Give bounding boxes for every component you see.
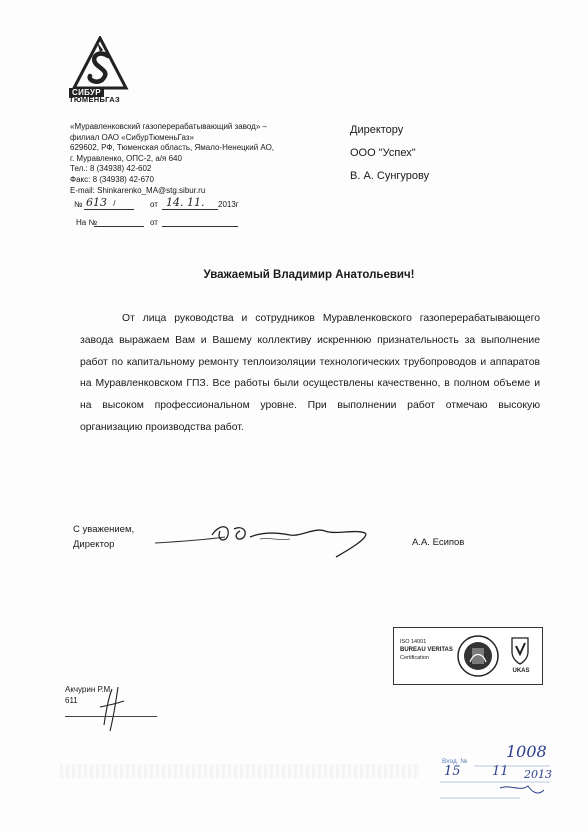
certification-label: Certification <box>400 655 430 661</box>
greeting: Уважаемый Владимир Анатольевич! <box>203 269 415 281</box>
sibur-logo-icon <box>70 36 130 92</box>
stamp-number: 1008 <box>506 742 547 761</box>
number-field: 613 / <box>84 196 134 210</box>
scan-smudge <box>60 764 420 778</box>
logo-text <box>69 90 120 108</box>
sender-line: «Муравленковский газоперерабатывающий завод» – <box>70 122 267 131</box>
bureau-veritas-label: BUREAU VERITAS <box>400 647 453 653</box>
closing-block <box>73 522 134 552</box>
reply-date-field <box>162 216 238 227</box>
cert-text <box>400 638 453 662</box>
logo-line-2: ТЮМЕНЬГАЗ <box>69 95 120 104</box>
signer-name: А.А. Есипов <box>412 537 465 548</box>
recipient-company: ООО "Успех" <box>350 147 416 159</box>
reply-number-field <box>94 216 144 227</box>
bureau-veritas-seal-icon <box>456 632 500 680</box>
sender-line: филиал ОАО «СибурТюменьГаз» <box>70 132 194 142</box>
number-label: № <box>74 200 83 209</box>
year-suffix: 2013г <box>218 200 239 209</box>
sender-line: E-mail: Shinkarenko_MA@stg.sibur.ru <box>70 185 206 195</box>
letter-body <box>80 308 540 439</box>
sender-line: 629602, РФ, Тюменская область, Ямало-Ненецкий АО, <box>70 143 275 153</box>
stamp-month: 11 <box>492 764 509 779</box>
executor-phone: 611 <box>65 696 78 705</box>
recipient-name: В. А. Сунгурову <box>350 170 430 182</box>
recipient-block <box>350 119 429 188</box>
executor-underline <box>65 716 157 717</box>
closing-line: С уважением, <box>73 524 135 535</box>
closing-position: Директор <box>73 539 115 550</box>
logo-line-1: СИБУР <box>69 88 104 97</box>
sender-line: Тел.: 8 (34938) 42-602 <box>70 164 152 174</box>
date-value: 14. 11. <box>166 196 205 209</box>
stamp-lines <box>440 744 560 804</box>
stamp-label: Вход. № <box>442 758 468 765</box>
body-paragraph: От лица руководства и сотрудников Муравленковского газоперерабатывающего завода выражаем Вам и Вашему коллективу искреннюю признательность за выполнение работ по капитальному ремонту теплоизоляции технологических трубопроводов и аппаратов на Муравленковском ГПЗ. Все работы были осуществлены качественно, в полном объеме и на высоком профессиональном уровне. При выполнении работ отмечаю высокую организацию производства работ. <box>80 313 540 433</box>
executor-signature <box>60 685 160 735</box>
ukas-label: UKAS <box>512 668 530 674</box>
incoming-stamp <box>440 744 560 804</box>
sender-line: г. Муравленко, ОПС-2, а/я 640 <box>70 153 182 163</box>
executor-name: Акчурин Р.М. <box>65 685 113 694</box>
reply-label: На № <box>76 218 98 227</box>
date-field <box>162 196 218 210</box>
certification-badge <box>393 627 543 685</box>
reply-date-label: от <box>150 218 158 227</box>
sender-line: Факс: 8 (34938) 42-670 <box>70 174 154 184</box>
sender-address <box>70 122 290 196</box>
date-label: от <box>150 200 158 209</box>
stamp-day: 15 <box>444 764 461 779</box>
stamp-year: 2013 <box>524 768 552 781</box>
recipient-title: Директору <box>350 124 404 136</box>
iso-label: ISO 14001 <box>400 639 427 645</box>
director-signature <box>150 515 400 565</box>
number-value: 613 <box>86 196 107 209</box>
